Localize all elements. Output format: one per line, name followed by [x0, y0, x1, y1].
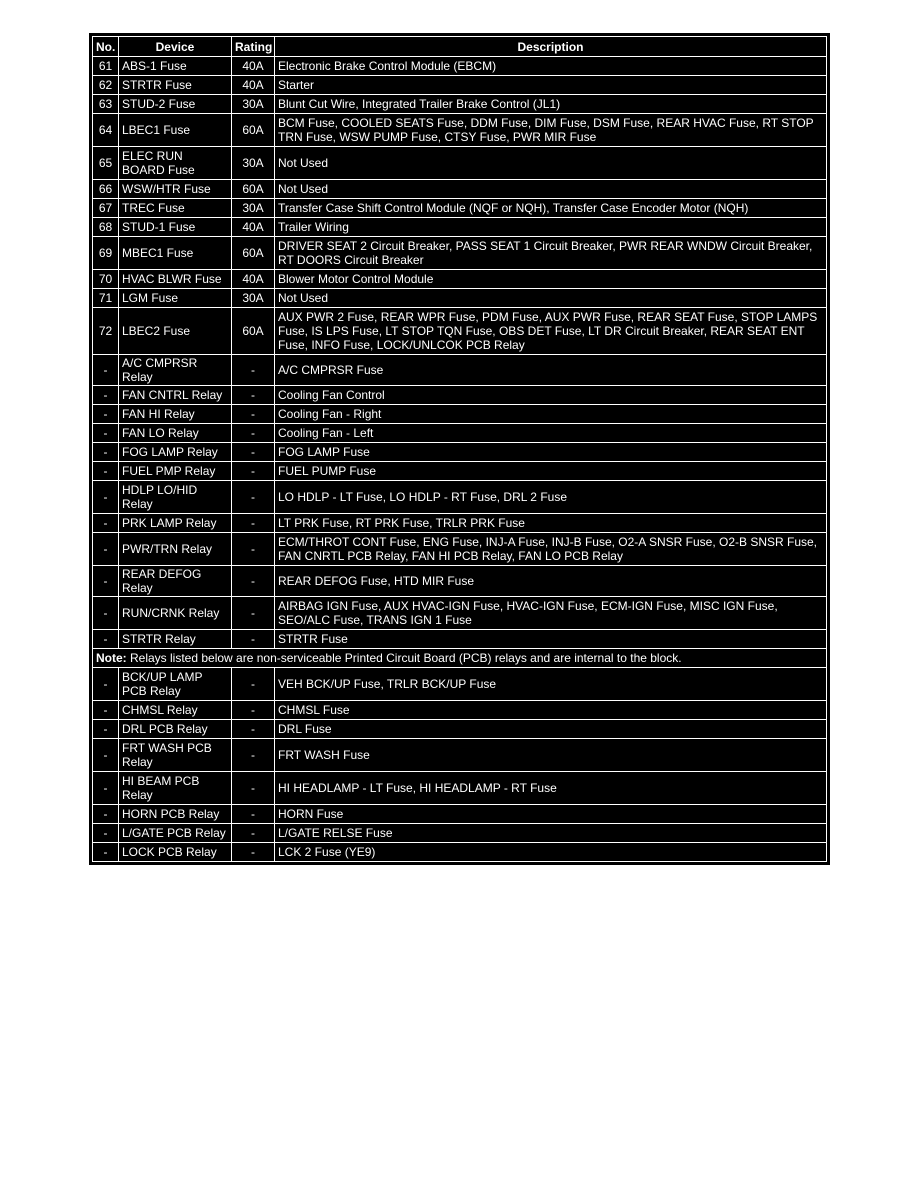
table-row — [93, 805, 827, 824]
table-row — [93, 218, 827, 237]
cell-description: Not Used — [275, 147, 827, 180]
cell-device: WSW/HTR Fuse — [119, 180, 232, 199]
cell-rating: - — [232, 843, 275, 862]
cell-device: L/GATE PCB Relay — [119, 824, 232, 843]
cell-device: HI BEAM PCB Relay — [119, 772, 232, 805]
cell-rating: - — [232, 514, 275, 533]
cell-no: - — [93, 739, 119, 772]
cell-rating: 30A — [232, 199, 275, 218]
cell-description: Not Used — [275, 180, 827, 199]
cell-no: 67 — [93, 199, 119, 218]
table-row — [93, 180, 827, 199]
cell-rating: 40A — [232, 57, 275, 76]
cell-description: A/C CMPRSR Fuse — [275, 355, 827, 386]
cell-device: STUD-2 Fuse — [119, 95, 232, 114]
cell-device: CHMSL Relay — [119, 701, 232, 720]
cell-device: STRTR Fuse — [119, 76, 232, 95]
cell-description: HORN Fuse — [275, 805, 827, 824]
cell-no: - — [93, 443, 119, 462]
table-row — [93, 824, 827, 843]
table-row — [93, 668, 827, 701]
cell-description: DRL Fuse — [275, 720, 827, 739]
cell-no: 61 — [93, 57, 119, 76]
cell-no: - — [93, 355, 119, 386]
cell-rating: - — [232, 772, 275, 805]
cell-device: HVAC BLWR Fuse — [119, 270, 232, 289]
cell-rating: - — [232, 405, 275, 424]
cell-no: - — [93, 405, 119, 424]
table-row — [93, 355, 827, 386]
cell-description: Blunt Cut Wire, Integrated Trailer Brake Control (JL1) — [275, 95, 827, 114]
cell-description: Trailer Wiring — [275, 218, 827, 237]
cell-description: Cooling Fan - Left — [275, 424, 827, 443]
cell-rating: - — [232, 805, 275, 824]
cell-rating: - — [232, 701, 275, 720]
cell-no: 64 — [93, 114, 119, 147]
table-row — [93, 481, 827, 514]
cell-device: HORN PCB Relay — [119, 805, 232, 824]
table-row — [93, 514, 827, 533]
cell-description: FRT WASH Fuse — [275, 739, 827, 772]
cell-device: MBEC1 Fuse — [119, 237, 232, 270]
cell-description: HI HEADLAMP - LT Fuse, HI HEADLAMP - RT Fuse — [275, 772, 827, 805]
cell-no: 72 — [93, 308, 119, 355]
note-cell — [93, 649, 827, 668]
table-row — [93, 720, 827, 739]
note-label: Note: — [96, 651, 127, 665]
table-row — [93, 566, 827, 597]
cell-no: - — [93, 824, 119, 843]
cell-device: ELEC RUN BOARD Fuse — [119, 147, 232, 180]
cell-rating: 30A — [232, 95, 275, 114]
table-row — [93, 405, 827, 424]
cell-rating: - — [232, 424, 275, 443]
cell-description: Cooling Fan Control — [275, 386, 827, 405]
cell-device: FRT WASH PCB Relay — [119, 739, 232, 772]
cell-rating: - — [232, 533, 275, 566]
cell-device: ABS-1 Fuse — [119, 57, 232, 76]
table-row — [93, 289, 827, 308]
table-row — [93, 386, 827, 405]
cell-device: RUN/CRNK Relay — [119, 597, 232, 630]
table-row — [93, 199, 827, 218]
cell-description: Electronic Brake Control Module (EBCM) — [275, 57, 827, 76]
cell-rating: 40A — [232, 270, 275, 289]
cell-description: FOG LAMP Fuse — [275, 443, 827, 462]
cell-description: ECM/THROT CONT Fuse, ENG Fuse, INJ-A Fuse, INJ-B Fuse, O2-A SNSR Fuse, O2-B SNSR Fuse, FAN CNRTL PCB Relay, FAN HI PCB Relay, FAN LO PCB Relay — [275, 533, 827, 566]
cell-no: 69 — [93, 237, 119, 270]
table-row — [93, 114, 827, 147]
cell-device: LGM Fuse — [119, 289, 232, 308]
cell-description: AUX PWR 2 Fuse, REAR WPR Fuse, PDM Fuse, AUX PWR Fuse, REAR SEAT Fuse, STOP LAMPS Fuse, IS LPS Fuse, LT STOP TQN Fuse, OBS DET Fuse, LT DR Circuit Breaker, REAR SEAT ENT Fuse, INFO Fuse, LOCK/UNLCOK PCB Relay — [275, 308, 827, 355]
cell-rating: - — [232, 566, 275, 597]
table-row — [93, 597, 827, 630]
cell-no: 63 — [93, 95, 119, 114]
cell-rating: 60A — [232, 180, 275, 199]
table-row — [93, 630, 827, 649]
cell-no: - — [93, 843, 119, 862]
cell-description: Transfer Case Shift Control Module (NQF or NQH), Transfer Case Encoder Motor (NQH) — [275, 199, 827, 218]
cell-rating: - — [232, 355, 275, 386]
cell-device: STUD-1 Fuse — [119, 218, 232, 237]
cell-description: L/GATE RELSE Fuse — [275, 824, 827, 843]
table-row — [93, 772, 827, 805]
cell-no: 62 — [93, 76, 119, 95]
cell-device: LOCK PCB Relay — [119, 843, 232, 862]
table-row — [93, 462, 827, 481]
cell-device: STRTR Relay — [119, 630, 232, 649]
cell-device: LBEC1 Fuse — [119, 114, 232, 147]
cell-description: LCK 2 Fuse (YE9) — [275, 843, 827, 862]
cell-device: A/C CMPRSR Relay — [119, 355, 232, 386]
cell-description: FUEL PUMP Fuse — [275, 462, 827, 481]
cell-device: REAR DEFOG Relay — [119, 566, 232, 597]
cell-rating: - — [232, 720, 275, 739]
cell-description: VEH BCK/UP Fuse, TRLR BCK/UP Fuse — [275, 668, 827, 701]
cell-no: - — [93, 805, 119, 824]
cell-rating: - — [232, 481, 275, 514]
cell-no: - — [93, 668, 119, 701]
cell-device: TREC Fuse — [119, 199, 232, 218]
cell-description: Cooling Fan - Right — [275, 405, 827, 424]
cell-description: Starter — [275, 76, 827, 95]
cell-no: 65 — [93, 147, 119, 180]
header-rating: Rating — [232, 37, 275, 57]
cell-rating: 60A — [232, 114, 275, 147]
cell-no: - — [93, 597, 119, 630]
cell-no: 71 — [93, 289, 119, 308]
cell-device: HDLP LO/HID Relay — [119, 481, 232, 514]
cell-no: 66 — [93, 180, 119, 199]
cell-no: - — [93, 481, 119, 514]
table-row — [93, 533, 827, 566]
cell-rating: - — [232, 386, 275, 405]
cell-description: STRTR Fuse — [275, 630, 827, 649]
cell-description: Blower Motor Control Module — [275, 270, 827, 289]
cell-description: REAR DEFOG Fuse, HTD MIR Fuse — [275, 566, 827, 597]
cell-device: FOG LAMP Relay — [119, 443, 232, 462]
cell-no: - — [93, 386, 119, 405]
cell-device: BCK/UP LAMP PCB Relay — [119, 668, 232, 701]
table-row — [93, 147, 827, 180]
cell-description: AIRBAG IGN Fuse, AUX HVAC-IGN Fuse, HVAC-IGN Fuse, ECM-IGN Fuse, MISC IGN Fuse, SEO/ALC Fuse, TRANS IGN 1 Fuse — [275, 597, 827, 630]
header-description: Description — [275, 37, 827, 57]
cell-description: DRIVER SEAT 2 Circuit Breaker, PASS SEAT 1 Circuit Breaker, PWR REAR WNDW Circuit Breaker, RT DOORS Circuit Breaker — [275, 237, 827, 270]
cell-no: - — [93, 720, 119, 739]
cell-description: BCM Fuse, COOLED SEATS Fuse, DDM Fuse, DIM Fuse, DSM Fuse, REAR HVAC Fuse, RT STOP TRN Fuse, WSW PUMP Fuse, CTSY Fuse, PWR MIR Fuse — [275, 114, 827, 147]
table-header-row — [93, 37, 827, 57]
fuse-relay-table-frame — [89, 33, 830, 865]
header-no: No. — [93, 37, 119, 57]
table-body — [93, 57, 827, 862]
table-row — [93, 424, 827, 443]
table-row — [93, 57, 827, 76]
cell-description: CHMSL Fuse — [275, 701, 827, 720]
cell-device: LBEC2 Fuse — [119, 308, 232, 355]
table-row — [93, 95, 827, 114]
cell-description: LT PRK Fuse, RT PRK Fuse, TRLR PRK Fuse — [275, 514, 827, 533]
cell-no: - — [93, 566, 119, 597]
header-device: Device — [119, 37, 232, 57]
cell-no: - — [93, 630, 119, 649]
cell-no: - — [93, 701, 119, 720]
cell-rating: 30A — [232, 289, 275, 308]
cell-device: FUEL PMP Relay — [119, 462, 232, 481]
table-row — [93, 237, 827, 270]
cell-rating: - — [232, 824, 275, 843]
cell-rating: - — [232, 739, 275, 772]
cell-device: FAN LO Relay — [119, 424, 232, 443]
cell-device: PRK LAMP Relay — [119, 514, 232, 533]
table-row — [93, 701, 827, 720]
cell-device: PWR/TRN Relay — [119, 533, 232, 566]
cell-rating: 40A — [232, 218, 275, 237]
table-row — [93, 308, 827, 355]
note-text: Relays listed below are non-serviceable Printed Circuit Board (PCB) relays and are internal to the block. — [126, 651, 682, 665]
cell-rating: 30A — [232, 147, 275, 180]
table-row — [93, 443, 827, 462]
cell-rating: 40A — [232, 76, 275, 95]
cell-no: - — [93, 424, 119, 443]
cell-no: 68 — [93, 218, 119, 237]
cell-device: FAN CNTRL Relay — [119, 386, 232, 405]
cell-rating: 60A — [232, 237, 275, 270]
table-row — [93, 843, 827, 862]
cell-no: - — [93, 772, 119, 805]
cell-rating: - — [232, 443, 275, 462]
cell-no: - — [93, 514, 119, 533]
cell-rating: 60A — [232, 308, 275, 355]
cell-no: - — [93, 462, 119, 481]
cell-rating: - — [232, 668, 275, 701]
cell-description: Not Used — [275, 289, 827, 308]
cell-no: - — [93, 533, 119, 566]
cell-rating: - — [232, 462, 275, 481]
table-row — [93, 76, 827, 95]
cell-rating: - — [232, 597, 275, 630]
cell-rating: - — [232, 630, 275, 649]
note-row — [93, 649, 827, 668]
cell-device: DRL PCB Relay — [119, 720, 232, 739]
cell-device: FAN HI Relay — [119, 405, 232, 424]
fuse-relay-table — [92, 36, 827, 862]
table-row — [93, 739, 827, 772]
table-row — [93, 270, 827, 289]
cell-no: 70 — [93, 270, 119, 289]
cell-description: LO HDLP - LT Fuse, LO HDLP - RT Fuse, DRL 2 Fuse — [275, 481, 827, 514]
